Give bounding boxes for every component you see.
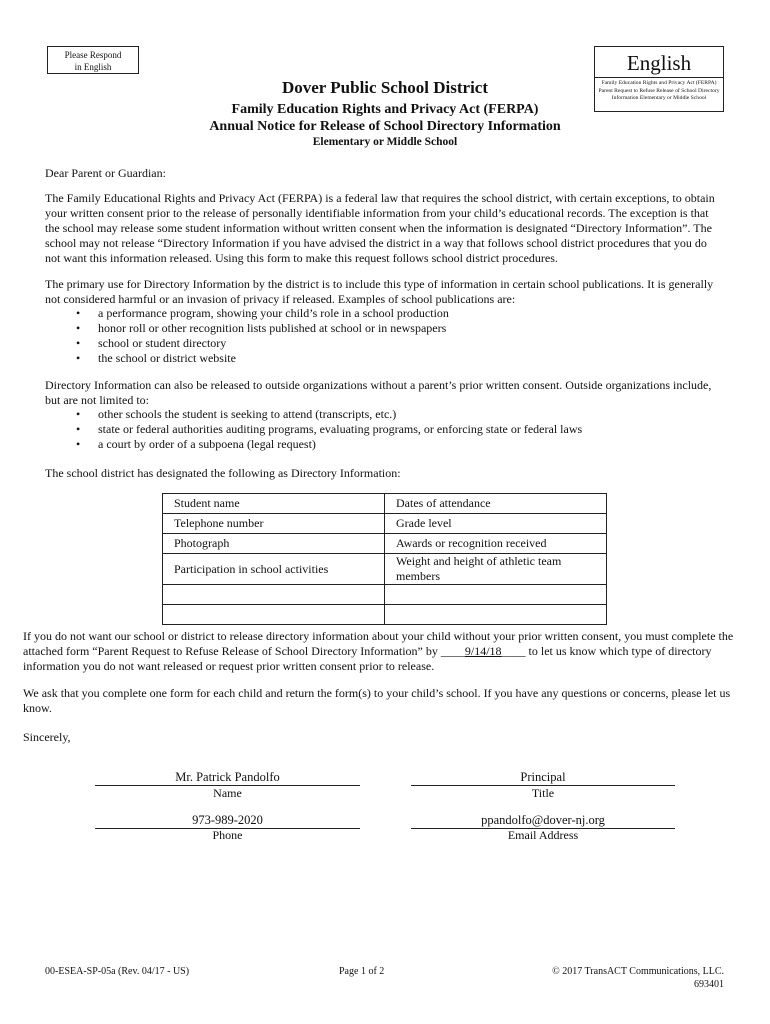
title-field: Principal <box>411 769 675 786</box>
table-cell <box>163 605 385 625</box>
directory-information-table <box>162 493 607 625</box>
deadline-text-before: If you do not want our school or district to release directory information about your child without your prior written consent, you must complete the attached form “Parent Request to Refuse Release of School Directory Information” by ____ <box>23 629 734 658</box>
list-item: • the school or district website <box>45 351 725 366</box>
table-cell: Photograph <box>163 534 385 554</box>
table-row <box>163 554 607 585</box>
list-item: • school or student directory <box>45 336 725 351</box>
one-form-paragraph: We ask that you complete one form for each child and return the form(s) to your child’s school. If you have any questions or concerns, please let us know. <box>23 686 731 715</box>
deadline-paragraph <box>23 629 735 674</box>
primary-use-paragraph: The primary use for Directory Information by the district is to include this type of information in certain school publications. It is generally not considered harmful or an invasion of privacy if released. Examples of school publications are: <box>45 277 714 306</box>
phone-label: Phone <box>212 828 243 842</box>
table-row <box>163 494 607 514</box>
table-cell: Weight and height of athletic team members <box>385 554 607 585</box>
table-cell <box>163 585 385 605</box>
list-item: • state or federal authorities auditing programs, evaluating programs, or enforcing state or federal laws <box>45 422 725 437</box>
table-row <box>163 534 607 554</box>
table-cell: Student name <box>163 494 385 514</box>
email-field: ppandolfo@dover-nj.org <box>411 812 675 829</box>
ferpa-paragraph: The Family Educational Rights and Privacy Act (FERPA) is a federal law that requires the school district, with certain exceptions, to obtain your written consent prior to the release of personally identifiable information from your child’s educational records. The exception is that the school may release some student information without written consent when the information is designated “Directory Information”. The school may not release “Directory Information if you have advised the district in a way that follows school district procedures that you do not want this information released. Using this form to make this request follows school district procedures. <box>45 191 715 265</box>
respond-line-2: in English <box>74 62 112 72</box>
organizations-list <box>45 407 725 452</box>
name-label: Name <box>213 786 242 800</box>
list-item: • other schools the student is seeking to attend (transcripts, etc.) <box>45 407 725 422</box>
table-cell <box>385 585 607 605</box>
closing: Sincerely, <box>23 730 71 744</box>
phone-field: 973-989-2020 <box>95 812 360 829</box>
table-cell: Telephone number <box>163 514 385 534</box>
deadline-text-after: ____ to let us know which type of directory information you do not want released or request prior written consent prior to release. <box>23 644 712 673</box>
list-item: • honor roll or other recognition lists published at school or in newspapers <box>45 321 725 336</box>
email-label: Email Address <box>507 828 579 842</box>
table-cell: Grade level <box>385 514 607 534</box>
ferpa-title: Family Education Rights and Privacy Act (FERPA) <box>231 102 539 117</box>
form-code: 00-ESEA-SP-05a (Rev. 04/17 - US) <box>45 966 190 977</box>
language-label: English <box>626 51 692 75</box>
table-cell <box>385 605 607 625</box>
designation-paragraph: The school district has designated the following as Directory Information: <box>45 466 401 480</box>
page-number: Page 1 of 2 <box>339 966 385 977</box>
language-description: Family Education Rights and Privacy Act (FERPA) Parent Request to Refuse Release of School Directory Information Elementary or Middle School <box>598 80 720 101</box>
document-id: 693401 <box>694 979 724 990</box>
title-label: Title <box>531 786 555 800</box>
publications-list <box>45 306 725 366</box>
list-item: • a performance program, showing your child’s role in a school production <box>45 306 725 321</box>
table-cell: Participation in school activities <box>163 554 385 585</box>
respond-line-1: Please Respond <box>64 50 122 60</box>
copyright: © 2017 TransACT Communications, LLC. <box>552 966 724 977</box>
table-row <box>163 605 607 625</box>
respond-in-english-box <box>47 46 139 74</box>
deadline-date: 9/14/18 <box>464 644 502 658</box>
list-item: • a court by order of a subpoena (legal request) <box>45 437 725 452</box>
notice-title: Annual Notice for Release of School Directory Information <box>209 119 561 134</box>
greeting: Dear Parent or Guardian: <box>45 166 166 180</box>
district-name: Dover Public School District <box>281 78 489 97</box>
name-field: Mr. Patrick Pandolfo <box>95 769 360 786</box>
school-level-subtitle: Elementary or Middle School <box>312 136 458 148</box>
table-cell: Dates of attendance <box>385 494 607 514</box>
table-row <box>163 514 607 534</box>
outside-organizations-paragraph: Directory Information can also be released to outside organizations without a parent’s prior written consent. Outside organizations include, but are not limited to: <box>45 378 712 407</box>
table-row <box>163 585 607 605</box>
table-cell: Awards or recognition received <box>385 534 607 554</box>
